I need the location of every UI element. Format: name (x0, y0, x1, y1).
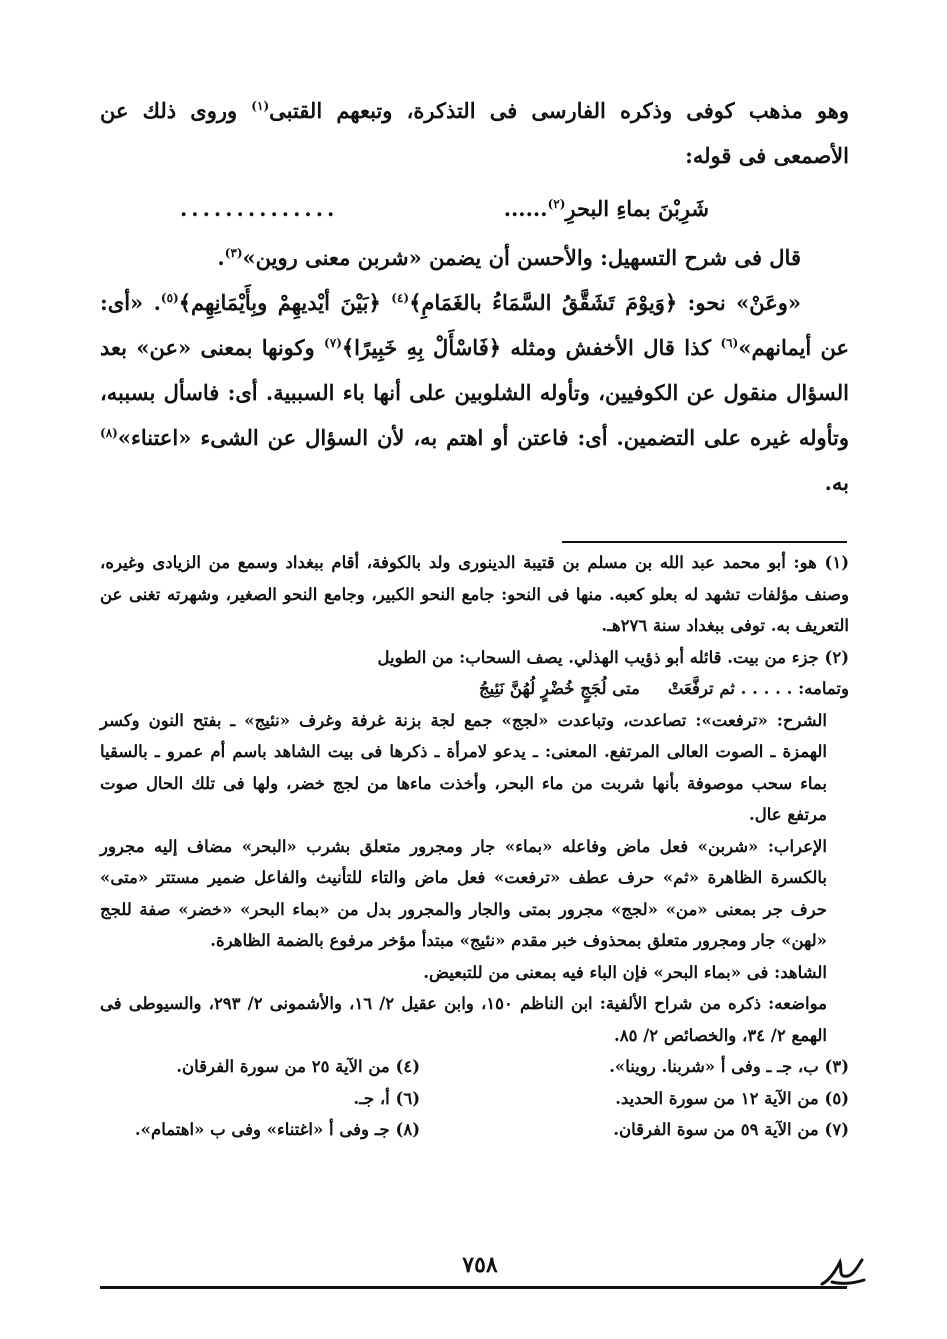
paragraph-2-text: قال فى شرح التسهيل: والأحسن أن يضمن «شربن معنى روين» (242, 245, 801, 270)
footnote-2-irab: الإعراب: «شربن» فعل ماض وفاعله «بماء» جار ومجرور متعلق بشرب «البحر» مضاف إليه مجرور بالكسرة الظاهرة «ثم» حرف عطف «ترفعت» فعل ماض والتاء للتأنيث والفاعل ضمير مستتر «متى» حرف جر بمعنى «من» «لجج» مجرور بمتى والجار والمجرور بدل من «بماء البحر» «خضر» صفة للجج «لهن» جار ومجرور متعلق بمحذوف خبر مقدم «نئيج» مبتدأ مؤخر مرفوع بالضمة الظاهرة. (100, 836, 827, 950)
footnote-1: (١) هو: أبو محمد عبد الله بن مسلم بن قتيبة الدينورى ولد بالكوفة، أقام ببغداد وسمع من الزيادى وغيره، وصنف مؤلفات تشهد له بعلو كعبه. منها فى النحو: جامع النحو الكبير، وجامع النحو الصغير، وشهرته تغنى عن التعريف به. توفى ببغداد سنة ٢٧٦هـ. (100, 553, 849, 635)
footnote-3: (٣) ب، جـ ـ وفى أ «شربنا. روينا». (609, 1057, 849, 1076)
footnotes-row-3-4 (100, 1051, 849, 1083)
footnote-separator (562, 541, 847, 543)
footnote-ref-2[interactable]: (٢) (547, 197, 566, 211)
paragraph-3-text-e: وكونها بمعنى «عن» بعد السؤال منقول عن الكوفيين، وتأوله الشلوبين على أنها باء السببية. أى: فاسأل بسببه، وتأوله غيره على التضمين. أى: فاعتن أو اهتم به، لأن السؤال عن الشىء «اعتناء» (100, 335, 849, 450)
page-number: ٧٥٨ (462, 1252, 498, 1278)
verse-text: شَرِبْنَ بماءِ البحرِ (565, 196, 709, 221)
verse-dots-1: ...... (503, 196, 548, 221)
footnote-7: (٧) من الآية ٥٩ من سوة الفرقان. (613, 1120, 849, 1139)
paragraph-3-text-d: كذا قال الأخفش ومثله ﴿فَاسْأَلْ بِهِ خَبِيرًا﴾ (341, 335, 712, 360)
footnote-2-shahid: الشاهد: فى «بماء البحر» فإن الباء فيه بمعنى من للتبعيض. (423, 962, 827, 982)
footnote-ref-1[interactable]: (١) (251, 99, 270, 113)
main-text (100, 88, 849, 505)
bottom-rule (100, 1286, 847, 1289)
footnotes (100, 547, 849, 1146)
paragraph-1-text-b: وروى ذلك عن الأصمعى فى قوله: (100, 98, 849, 168)
footnote-ref-5[interactable]: (٥) (160, 291, 179, 305)
footnote-2-verse (100, 673, 849, 705)
paragraph-3-text: «وعَنْ» نحو: ﴿وَيوْمَ تَشَقَّقُ السَّمَاءُ بالغَمَامِ﴾ (409, 290, 801, 315)
footnote-ref-7[interactable]: (٧) (324, 336, 342, 350)
footnote-2-mawadi: مواضعه: ذكره من شراح الألفية: ابن الناظم ١٥٠، وابن عقيل ٢/ ١٦، والأشمونى ٢/ ٢٩٣، والسيوطى فى الهمع ٢/ ٣٤، والخصائص ٢/ ٨٥. (100, 994, 827, 1045)
footnote-5: (٥) من الآية ١٢ من سورة الحديد. (615, 1088, 849, 1108)
paragraph-1 (100, 88, 849, 178)
paragraph-1-text: وهو مذهب كوفى وذكره الفارسى فى التذكرة، وتبعهم القتبى (269, 98, 849, 123)
verse-line (100, 186, 849, 231)
footnote-ref-4[interactable]: (٤) (391, 291, 410, 305)
publisher-logo-icon (818, 1250, 866, 1290)
footnote-ref-8[interactable]: (٨) (100, 426, 118, 440)
footnotes-row-7-8 (100, 1114, 849, 1146)
footnote-2-sharh: الشرح: «ترفعت»: تصاعدت، وتباعدت «لجج» جمع لجة بزنة غرفة وغرف «نئيج» ـ بفتح النون وكسر الهمزة ـ الصوت العالى المرتفع. المعنى: ـ يدعو لامرأة ـ ذكرها فى بيت الشاهد باسم أم عمرو ـ بالسقيا بماء سحب موصوفة بأنها شربت من ماء البحر، وأخذت ماءها من لجج خضر، ولها فى تلك الحال صوت مرتفع عال. (100, 710, 827, 824)
footnote-ref-3[interactable]: (٣) (224, 246, 243, 260)
paragraph-2: قال فى شرح التسهيل: والأحسن أن يضمن «شربن معنى روين»$^{(٣)}$. (217, 245, 801, 270)
footnote-4: (٤) من الآية ٢٥ من سورة الفرقان. (176, 1057, 420, 1076)
footnote-ref-6[interactable]: (٦) (720, 336, 739, 350)
footnote-2-tamam: وتمامه: . . . . . ثم ترفَّعَتْ (667, 679, 849, 698)
footnote-2: (٢) جزء من بيت. قائله أبو ذؤيب الهذلي. يصف السحاب: من الطويل (377, 647, 849, 667)
paragraph-3-text-c: . «أى: عن أيمانهم» (100, 290, 850, 360)
footnote-2-hemistich: متى لُجَجٍ خُضْرٍ لُهُنَّ نَئِيجُ (478, 679, 640, 698)
footnote-6: (٦) أ، جـ. (353, 1088, 420, 1108)
paragraph-3-text-f: به. (824, 470, 849, 495)
footnotes-row-5-6 (100, 1083, 849, 1115)
verse-dots-2: .............. (180, 196, 339, 221)
footnote-8: (٨) جـ وفى أ «اغتناء» وفى ب «اهتمام». (134, 1120, 420, 1139)
paragraph-3 (100, 280, 849, 505)
paragraph-3-quran-b: ﴿بَيْنَ أيْديهِمْ وبِأَيْمَانِهِم﴾ (178, 290, 381, 315)
